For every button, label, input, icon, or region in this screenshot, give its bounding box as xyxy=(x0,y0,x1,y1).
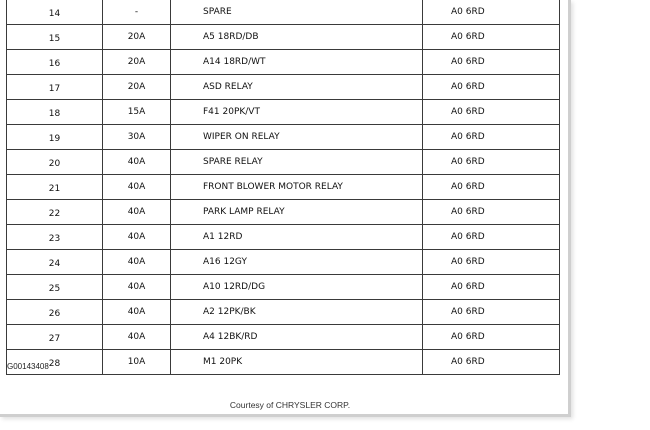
wire-cell: A0 6RD xyxy=(423,50,560,75)
function-cell: SPARE RELAY xyxy=(171,150,423,175)
cavity-cell: 16 xyxy=(7,50,103,75)
cavity-cell: 15 xyxy=(7,25,103,50)
table-row xyxy=(7,125,560,150)
wire-cell: A0 6RD xyxy=(423,125,560,150)
wire-cell: A0 6RD xyxy=(423,175,560,200)
amperage-cell: - xyxy=(103,0,171,25)
fuse-table-body xyxy=(7,0,560,375)
cavity-cell: 18 xyxy=(7,100,103,125)
table-row xyxy=(7,75,560,100)
amperage-cell: 10A xyxy=(103,350,171,375)
wire-cell: A0 6RD xyxy=(423,200,560,225)
amperage-cell: 40A xyxy=(103,225,171,250)
function-cell: M1 20PK xyxy=(171,350,423,375)
figure-code: G00143408 xyxy=(7,362,49,371)
amperage-cell: 40A xyxy=(103,250,171,275)
function-cell: A5 18RD/DB xyxy=(171,25,423,50)
amperage-cell: 40A xyxy=(103,325,171,350)
amperage-cell: 20A xyxy=(103,50,171,75)
cavity-cell: 22 xyxy=(7,200,103,225)
cavity-cell: 21 xyxy=(7,175,103,200)
function-cell: PARK LAMP RELAY xyxy=(171,200,423,225)
courtesy-caption: Courtesy of CHRYSLER CORP. xyxy=(229,400,351,410)
amperage-cell: 30A xyxy=(103,125,171,150)
cavity-cell: 14 xyxy=(7,0,103,25)
table-row xyxy=(7,100,560,125)
function-cell: A4 12BK/RD xyxy=(171,325,423,350)
table-row xyxy=(7,250,560,275)
amperage-cell: 40A xyxy=(103,300,171,325)
function-cell: A16 12GY xyxy=(171,250,423,275)
table-row xyxy=(7,50,560,75)
wire-cell: A0 6RD xyxy=(423,225,560,250)
table-row xyxy=(7,225,560,250)
cavity-cell: 23 xyxy=(7,225,103,250)
function-cell: FRONT BLOWER MOTOR RELAY xyxy=(171,175,423,200)
wire-cell: A0 6RD xyxy=(423,100,560,125)
function-cell: ASD RELAY xyxy=(171,75,423,100)
amperage-cell: 15A xyxy=(103,100,171,125)
wire-cell: A0 6RD xyxy=(423,275,560,300)
wire-cell: A0 6RD xyxy=(423,250,560,275)
amperage-cell: 40A xyxy=(103,200,171,225)
wire-cell: A0 6RD xyxy=(423,75,560,100)
table-row xyxy=(7,275,560,300)
amperage-cell: 40A xyxy=(103,275,171,300)
amperage-cell: 40A xyxy=(103,150,171,175)
cavity-cell: 17 xyxy=(7,75,103,100)
function-cell: A2 12PK/BK xyxy=(171,300,423,325)
function-cell: A14 18RD/WT xyxy=(171,50,423,75)
table-row xyxy=(7,300,560,325)
cavity-cell: 25 xyxy=(7,275,103,300)
cavity-cell: 28 xyxy=(7,350,103,375)
table-row xyxy=(7,175,560,200)
table-row xyxy=(7,25,560,50)
wire-cell: A0 6RD xyxy=(423,350,560,375)
cavity-cell: 27 xyxy=(7,325,103,350)
function-cell: A1 12RD xyxy=(171,225,423,250)
wire-cell: A0 6RD xyxy=(423,300,560,325)
cavity-cell: 24 xyxy=(7,250,103,275)
fuse-chart-table xyxy=(6,0,560,375)
wire-cell: A0 6RD xyxy=(423,25,560,50)
cavity-cell: 20 xyxy=(7,150,103,175)
amperage-cell: 20A xyxy=(103,75,171,100)
wire-cell: A0 6RD xyxy=(423,325,560,350)
amperage-cell: 40A xyxy=(103,175,171,200)
table-row xyxy=(7,350,560,375)
cavity-cell: 19 xyxy=(7,125,103,150)
function-cell: WIPER ON RELAY xyxy=(171,125,423,150)
table-row xyxy=(7,200,560,225)
table-row xyxy=(7,150,560,175)
wire-cell: A0 6RD xyxy=(423,0,560,25)
cavity-cell: 26 xyxy=(7,300,103,325)
amperage-cell: 20A xyxy=(103,25,171,50)
function-cell: A10 12RD/DG xyxy=(171,275,423,300)
function-cell: SPARE xyxy=(171,0,423,25)
wire-cell: A0 6RD xyxy=(423,150,560,175)
table-row xyxy=(7,0,560,25)
table-row xyxy=(7,325,560,350)
function-cell: F41 20PK/VT xyxy=(171,100,423,125)
